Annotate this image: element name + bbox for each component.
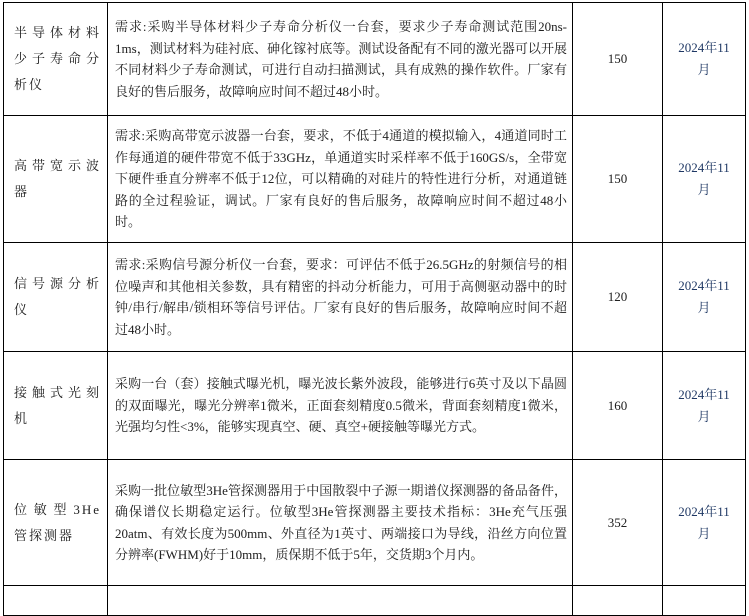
requirement-cell: 需求:采购信号源分析仪一台套，要求：可评估不低于26.5GHz的射频信号的相位噪声和其他相关参数，具有精密的抖动分析能力，可用于高侧驱动器中的时钟/串行/解串/锁相环等信号评估。厂家有良好的售后服务，故障响应时间不超过48小时。 bbox=[108, 243, 573, 352]
requirement-cell: 需求:采购高带宽示波器一台套，要求，不低于4通道的模拟输入，4通道同时工作每通道的硬件带宽不低于33GHz，单通道实时采样率不低于160GS/s，全带宽下硬件垂直分辨率不低于12位，可以精确的对硅片的特性进行分析，对通道链路的全过程验证，调试。厂家有良好的售后服务，故障响应时间不超过48小时。 bbox=[108, 116, 573, 243]
table-row-partial bbox=[4, 586, 746, 616]
table-row bbox=[4, 243, 746, 352]
requirement-cell: 采购一批位敏型3He管探测器用于中国散裂中子源一期谱仪探测器的备品备件，确保谱仪长期稳定运行。位敏型3He管探测器主要技术指标：3He充气压强20atm、有效长度为500mm、外直径为1英寸、两端接口为导线，沿丝方向位置分辨率(FWHM)好于10mm，质保期不低于5年，交货期3个月内。 bbox=[108, 460, 573, 586]
quantity-cell: 150 bbox=[573, 116, 663, 243]
date-cell: 2024年11月 bbox=[663, 3, 746, 116]
requirement-cell bbox=[108, 586, 573, 616]
item-name-cell bbox=[4, 586, 108, 616]
date-cell bbox=[663, 586, 746, 616]
procurement-table bbox=[3, 2, 746, 616]
item-name-cell: 接触式光刻机 bbox=[4, 352, 108, 460]
table-row bbox=[4, 3, 746, 116]
date-cell: 2024年11月 bbox=[663, 243, 746, 352]
quantity-cell: 150 bbox=[573, 3, 663, 116]
date-cell: 2024年11月 bbox=[663, 116, 746, 243]
item-name-cell: 信号源分析仪 bbox=[4, 243, 108, 352]
item-name-cell: 半导体材料少子寿命分析仪 bbox=[4, 3, 108, 116]
date-cell: 2024年11月 bbox=[663, 352, 746, 460]
quantity-cell: 120 bbox=[573, 243, 663, 352]
item-name-cell: 位敏型3He管探测器 bbox=[4, 460, 108, 586]
requirement-cell: 需求:采购半导体材料少子寿命分析仪一台套，要求少子寿命测试范围20ns-1ms，测试材料为硅衬底、砷化镓衬底等。测试设备配有不同的激光器可以开展不同材料少子寿命测试，可进行自动扫描测试，具有成熟的操作软件。厂家有良好的售后服务，故障响应时间不超过48小时。 bbox=[108, 3, 573, 116]
table-row bbox=[4, 352, 746, 460]
item-name-cell: 高带宽示波器 bbox=[4, 116, 108, 243]
table-row bbox=[4, 116, 746, 243]
quantity-cell bbox=[573, 586, 663, 616]
requirement-cell: 采购一台（套）接触式曝光机，曝光波长紫外波段，能够进行6英寸及以下晶圆的双面曝光，曝光分辨率1微米，正面套刻精度0.5微米，背面套刻精度1微米，光强均匀性<3%，能够实现真空、硬、真空+硬接触等曝光方式。 bbox=[108, 352, 573, 460]
table-row bbox=[4, 460, 746, 586]
date-cell: 2024年11月 bbox=[663, 460, 746, 586]
quantity-cell: 352 bbox=[573, 460, 663, 586]
quantity-cell: 160 bbox=[573, 352, 663, 460]
